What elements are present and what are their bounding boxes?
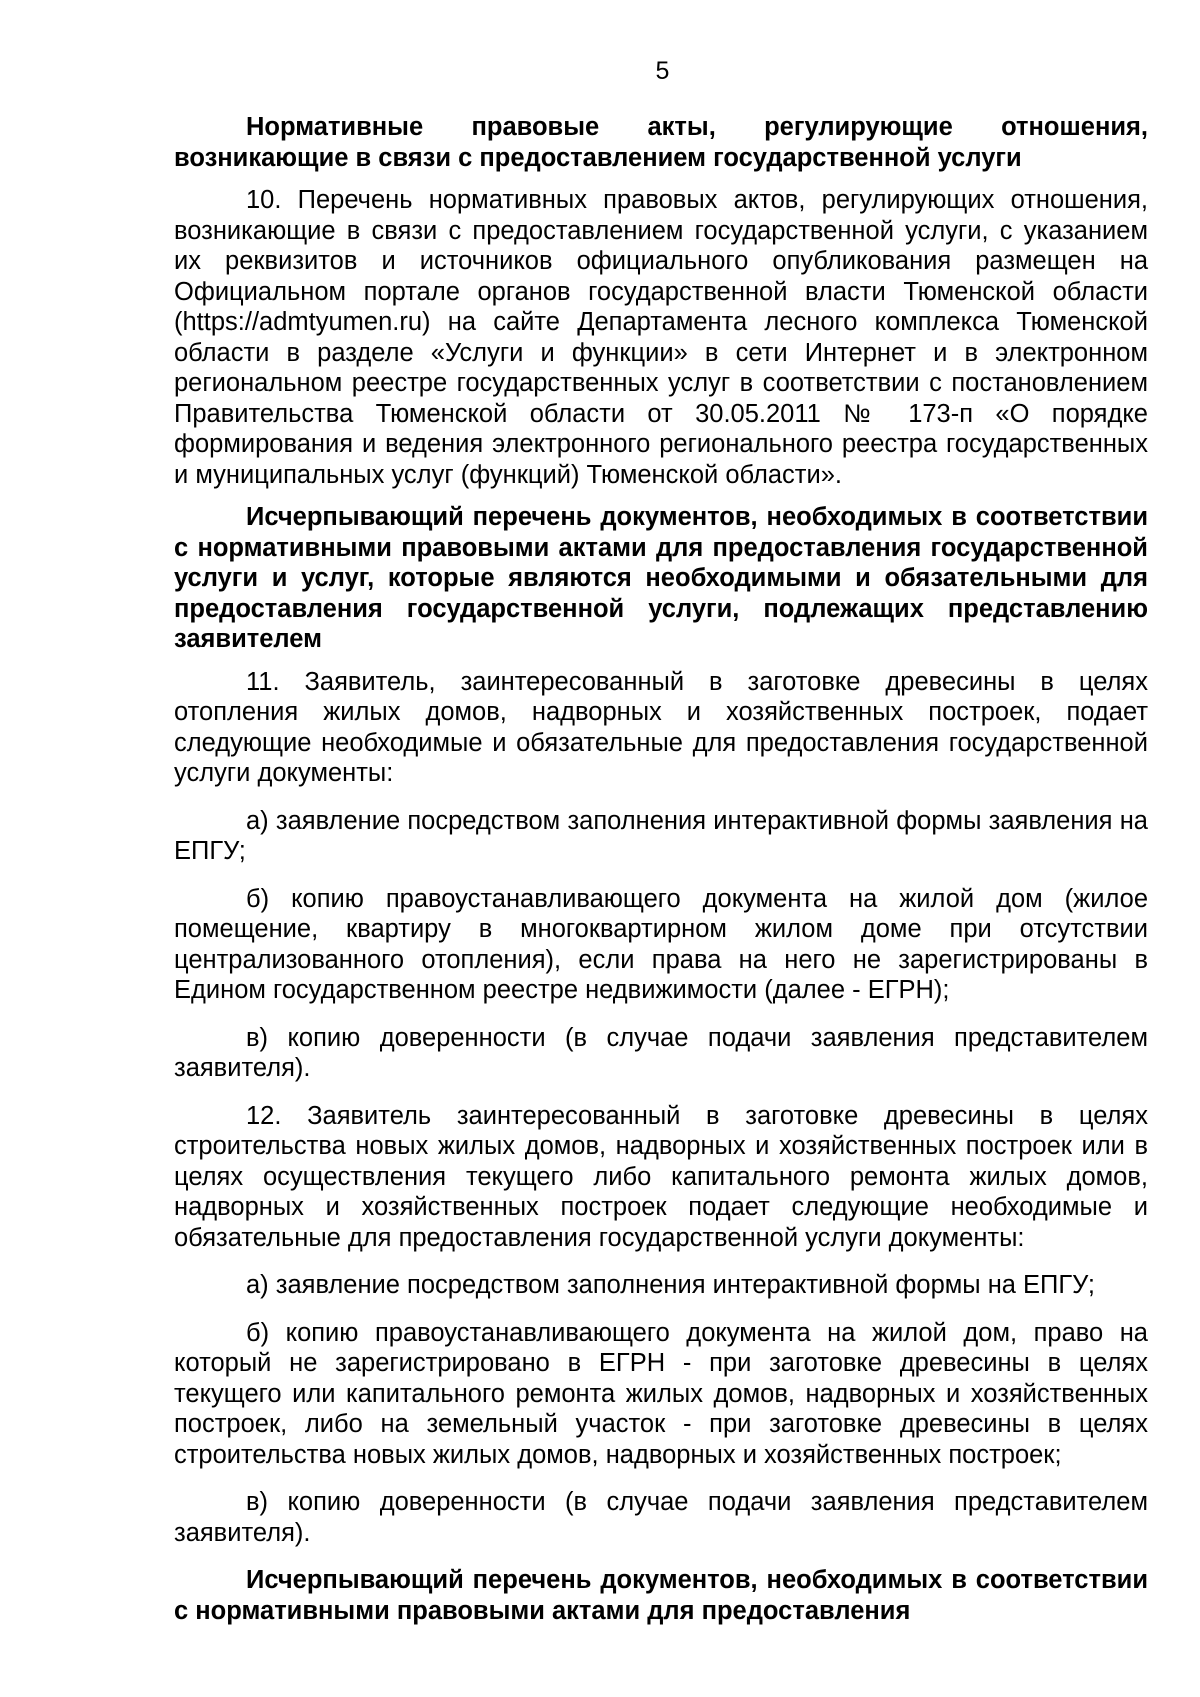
paragraph-11: 11. Заявитель, заинтересованный в заготовке древесины в целях отопления жилых домов, надворных и хозяйственных построек, подает следующие необходимые и обязательные для предоставления государственной услуги документы: (174, 667, 1148, 787)
section-heading-documents-list: Исчерпывающий перечень документов, необходимых в соответствии с нормативными правовыми актами для предоставления государственной услуги и услуг, которые являются необходимыми и обязательными для предоставления государственной услуги, подлежащих представлению заявителем (174, 503, 1148, 653)
paragraph-11-c: в) копию доверенности (в случае подачи заявления представителем заявителя). (174, 1023, 1148, 1082)
paragraph-11-a: а) заявление посредством заполнения интерактивной формы заявления на ЕПГУ; (174, 806, 1148, 865)
paragraph-12: 12. Заявитель заинтересованный в заготовке древесины в целях строительства новых жилых домов, надворных и хозяйственных построек или в целях осуществления текущего либо капитального ремонта жилых домов, надворных и хозяйственных построек подает следующие необходимые и обязательные для предоставления государственной услуги документы: (174, 1101, 1148, 1252)
page-number: 5 (655, 57, 670, 85)
section-heading-legal-acts: Нормативные правовые акты, регулирующие отношения, возникающие в связи с предоставлением государственной услуги (174, 113, 1148, 172)
section-heading-documents-list-continued: Исчерпывающий перечень документов, необходимых в соответствии с нормативными правовыми актами для предоставления (174, 1566, 1148, 1625)
paragraph-11-b: б) копию правоустанавливающего документа на жилой дом (жилое помещение, квартиру в многоквартирном жилом доме при отсутствии централизованного отопления), если права на него не зарегистрированы в Едином государственном реестре недвижимости (далее - ЕГРН); (174, 884, 1148, 1004)
paragraph-10: 10. Перечень нормативных правовых актов, регулирующих отношения, возникающие в связи с предоставлением государственной услуги, с указанием их реквизитов и источников официального опубликования размещен на Официальном портале органов государственной власти Тюменской области (https://admtyumen.ru) на сайте Департамента лесного комплекса Тюменской области в разделе «Услуги и функции» в сети Интернет и в электронном региональном реестре государственных услуг в соответствии с постановлением Правительства Тюменской области от 30.05.2011 № 173-п «О порядке формирования и ведения электронного регионального реестра государственных и муниципальных услуг (функций) Тюменской области». (174, 186, 1148, 489)
document-body (174, 112, 1148, 1626)
paragraph-12-b: б) копию правоустанавливающего документа на жилой дом, право на который не зарегистрировано в ЕГРН - при заготовке древесины в целях текущего или капитального ремонта жилых домов, надворных и хозяйственных построек, либо на земельный участок - при заготовке древесины в целях строительства новых жилых домов, надворных и хозяйственных построек; (174, 1318, 1148, 1469)
paragraph-12-a: а) заявление посредством заполнения интерактивной формы на ЕПГУ; (246, 1271, 1095, 1299)
paragraph-12-c: в) копию доверенности (в случае подачи заявления представителем заявителя). (174, 1488, 1148, 1547)
